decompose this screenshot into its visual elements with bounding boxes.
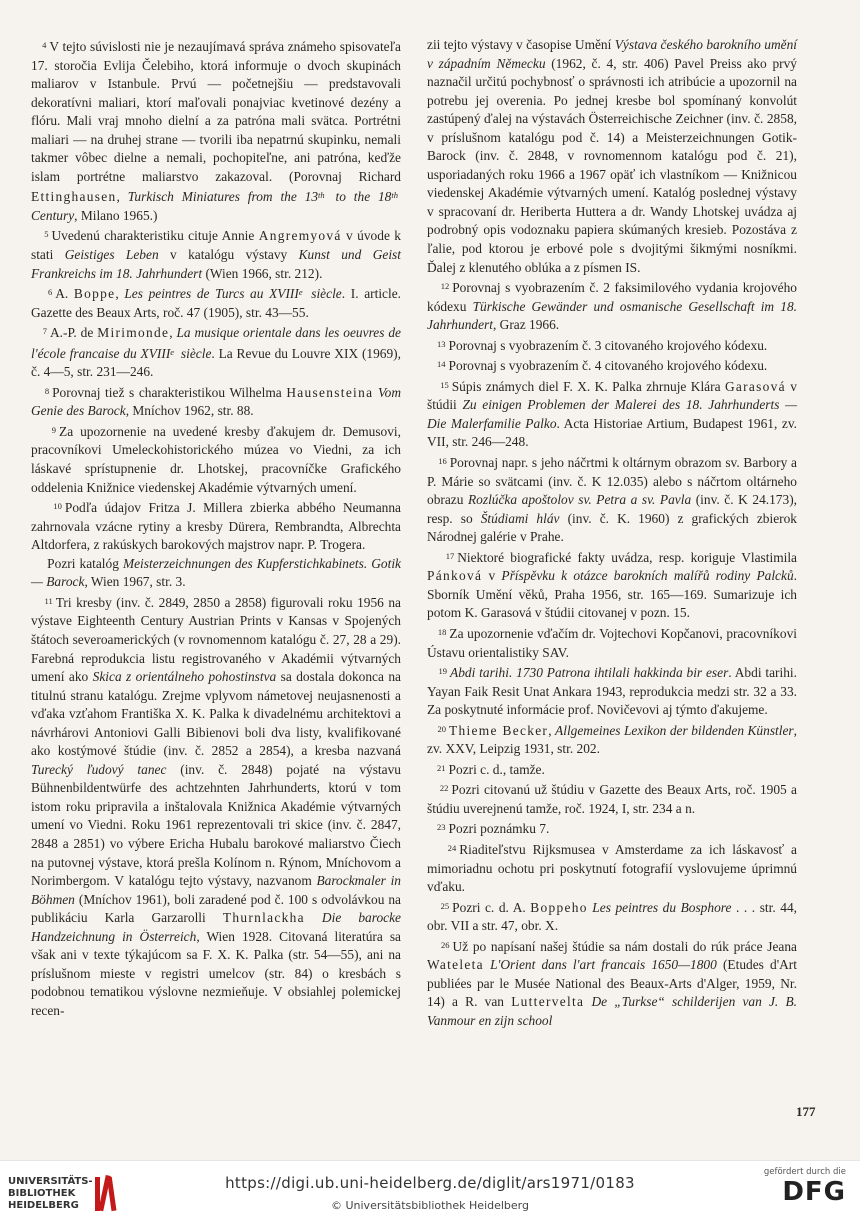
right-footnote-column — [427, 36, 797, 1030]
footnote-number: 20 — [437, 723, 446, 734]
footnote-number: 21 — [437, 762, 446, 773]
footnote: $^{19}$ Abdi tarihi. 1730 Patrona ihtilali hakkinda bir eser. Abdi tarihi. Yayan Faik Resit Unat Ankara 1943, reprodukcia medzi str. 32 a 33. Za poskytnuté informácie prof. Novičevovi aj týmto ďakujeme. — [427, 665, 797, 718]
viewer-footer — [0, 1160, 860, 1223]
footnote: $^{23}$ Pozri poznámku 7. — [437, 821, 550, 837]
permalink-url[interactable]: https://digi.ub.uni-heidelberg.de/diglit/ars1971/0183 — [225, 1174, 635, 1192]
footnote: $^8$ Porovnaj tiež s charakteristikou Wilhelma Hausensteina Vom Genie des Barock, Mníchov 1962, str. 88. — [31, 384, 402, 419]
footnote: $^4$ V tejto súvislosti nie je nezaujímavá správa známeho spisovateľa 17. storočia Evlija Čelebiho, ktorá informuje o dvoch skupinách maliarov v Istanbule. Prvú — početnejšiu — predstavovali dekoratívni maliari, ktorí maľovali ponajviac kvetinové dezény a flóru. Mali vraj mnoho dielní a za patróna mali svätca. Portrétni maliari — na druhej strane — tvorili iba nepatrnú skupinku, nemali takmer vôbec dielne a nemali, pochopiteľne, ani patróna, keďže islam portrétne maliarstvo zakazoval. (Porovnaj Richard Ettinghausen, Turkisch Miniatures from the 13th to the 18th Century, Milano 1965.) — [31, 39, 401, 223]
footnote: $^{18}$ Za upozornenie vďačím dr. Vojtechovi Kopčanovi, pracovníkovi Ústavu orientalistiky SAV. — [427, 625, 797, 660]
footnote: $^9$ Za upozornenie na uvedené kresby ďakujem dr. Demusovi, pracovníkovi Umeleckohistorického múzea vo Viedni, za ich láskavé sprístupnenie dr. Lhotskej, pracovníčke Grafického oddelenia Knižnice viedenskej Akadémie výtvarných umení. — [31, 423, 401, 495]
footnote: $^{21}$ Pozri c. d., tamže. — [437, 761, 545, 777]
footnote-number: 15 — [440, 379, 449, 390]
funder-caption: gefördert durch die — [763, 1167, 846, 1177]
footnote-number: 11 — [44, 595, 53, 606]
footnote: zii tejto výstavy v časopise Umění Výstava českého barokního umění v západním Německu (1962, č. 4, str. 406) Pavel Preiss ako prvý naznačil určitú pochybnosť o správnosti ich atribúcie a upozornil na potrebu jej overenia. Po jednej kresbe bol spomínaný konvolút zastúpený ďalej na výstavách Österreichische Zeichner (inv. č. 2858, v príslušnom katalógu pod č. 14) a Meisterzeichnungen Gotik-Barock (inv. č. 2848, v rovnomennom katalógu pod č. 21), usporiadaných roku 1966 a 1967 opäť ich vlastníkom — Knižnicou viedenskej Akadémie výtvarných umení. Katalóg poslednej výstavy v spracovaní dr. Heriberta Huttera a dr. Wandy Lhotskej uvádza aj podrobný opis vodoznaku papiera skúmaných kresieb. Pozostáva z ľalie, pod ktorou je erbové pole s dvojitými šikmými nosníkmi. Ďalej z klenutého oblúka a z písmen IS. — [427, 37, 797, 275]
footnote: $^5$ Uvedenú charakteristiku cituje Annie Angremyová v úvode k stati Geistiges Leben v katalógu výstavy Kunst und Geist Frankreichs im 18. Jahrhundert (Wien 1966, str. 212). — [31, 228, 401, 281]
footnote: $^{14}$ Porovnaj s vyobrazením č. 4 citovaného krojového kódexu. — [437, 358, 768, 374]
footnote-number: 5 — [44, 229, 49, 240]
footnote: $^{26}$ Už po napísaní našej štúdie sa nám dostali do rúk práce Jeana Wateleta L'Orient dans l'art francais 1650—1800 (Etudes d'Art publiées par le Musée National des Beaux-Arts d'Alger, 1959, Nr. 14) a R. van Luttervelta De „Turkse“ schilderijen van J. B. Vanmour en zijn school — [427, 938, 797, 1028]
footnote-number: 10 — [53, 501, 62, 512]
footnote-number: 24 — [447, 842, 457, 853]
footnote: $^{25}$ Pozri c. d. A. Boppeho Les peintres du Bosphore . . . str. 44, obr. VII a str. 47, obr. X. — [427, 899, 797, 934]
footnote: $^{16}$ Porovnaj napr. s jeho náčrtmi k oltárnym obrazom sv. Barbory a P. Márie so svätcami (inv. č. K 12.035) alebo s náčrtom oltárneho obrazu Rozlúčka apoštolov sv. Petra a sv. Pavla (inv. č. K 24.173), resp. so Štúdiami hláv (inv. č. K. 1960) z grafických zbierok Národnej galérie v Prahe. — [427, 455, 798, 545]
footnote: $^{13}$ Porovnaj s vyobrazením č. 3 citovaného krojového kódexu. — [437, 337, 768, 353]
footnote: $^{22}$ Pozri citovanú už štúdiu v Gazette des Beaux Arts, roč. 1905 a štúdiu uverejnenú tamže, roč. 1924, I, str. 234 a n. — [427, 782, 797, 816]
left-footnote-column — [31, 36, 401, 1020]
dfg-logo-text: DFG — [782, 1177, 846, 1207]
copyright-notice: © Universitätsbibliothek Heidelberg — [330, 1199, 529, 1212]
footnote-number: 26 — [441, 939, 450, 950]
footnote-number: 18 — [437, 626, 447, 637]
footnote: $^{11}$ Tri kresby (inv. č. 2849, 2850 a 2858) figurovali roku 1956 na výstave Eighteenth Century Austrian Prints v Kansas v Spojených štátoch severoamerických (v rovnomennom katalógu č. 27, 28 a 29). Farebná reprodukcia listu registrovaného v Akadémii výtvarných umení ako Skica z orientálneho pohostinstva sa dostala dokonca na titulnú stranu katalógu. Zrejme vplyvom námetovej neujasnenosti a vďaka vzťahom Františka X. K. Palka k divadelnému architektovi a návrhárovi Antoniovi Galli Bibienovi boli dva listy, kvalifikované ako kostýmové štúdie (inv. č. 2852 a 2854), a kresba nazvaná Turecký ľudový tanec (inv. č. 2848) pojaté na výstavu Bühnenbildentwürfe des achtzehnten Jahrhunderts, ktorú v tom istom roku pripravila a inštalovala Knižnica Akadémie výtvarných umení vo Viedni. Roku 1961 reprezentovali tri skice (inv. č. 2847, 2848 a 2851) vo výbere Ericha Hubalu barokové maliarstvo Čiech na putovnej výstave, ktorá prešla Kolínom n. Rýnom, Mníchovom a Norimbergom. V katalógu tejto výstavy, nazvanom Barockmaler in Böhmen (Mníchov 1961), boli zaradené pod č. 100 s odvolávkou na publikáciu Karla Garzarolli Thurnlackha Die barocke Handzeichnung in Österreich, Wien 1928. Citovaná literatúra sa však ani v texte týkajúcom sa F. X. K. Palka (str. 54—55), ani na príslušnom mieste v registri umelcov (str. 84) o kresbách s podobnou tematikou výslovne nezmieňuje. V obsiahlej polemickej recen- — [31, 594, 402, 1018]
dfg-logo[interactable] — [756, 1167, 846, 1207]
footnote: $^{17}$ Niektoré biografické fakty uvádza, resp. koriguje Vlastimila Pánková v Příspěvku k otázce barokních malířů rodiny Palcků. Sborník Umění věků, Praha 1956, str. 165—169. Sumarizuje ich potom K. Garasová v štúdii citovanej v pozn. 15. — [427, 549, 798, 621]
footnote-number: 22 — [439, 783, 449, 794]
footnote-number: 4 — [42, 40, 47, 50]
footnote-number: 17 — [445, 550, 455, 561]
footnote: $^6$ A. Boppe, Les peintres de Turcs au XVIIIe siècle. I. article. Gazette des Beaux Arts, roč. 47 (1905), str. 43—55. — [31, 286, 401, 320]
footnote-number: 6 — [47, 287, 53, 298]
footnote-number: 12 — [440, 281, 450, 292]
footnote: $^{12}$ Porovnaj s vyobrazením č. 2 faksimilového vydania krojového kódexu Türkische Gewänder und osmanische Gesellschaft im 18. Jahrhundert, Graz 1966. — [427, 280, 797, 333]
footnote-number: 23 — [437, 822, 446, 833]
footnote-number: 16 — [438, 456, 447, 467]
footnote: $^{10}$ Podľa údajov Fritza J. Millera zbierka abbého Neumanna zahrnovala vzácne rytiny a kresby Dürera, Rembrandta, Albrechta Altdorfera, z rakúskych barokových majstrov napr. P. Trogera. Pozri katalóg Meisterzeichnungen des Kupferstichkabinets. Gotik — Barock, Wien 1967, str. 3. — [31, 500, 401, 590]
footnote: $^{15}$ Súpis známych diel F. X. K. Palka zhrnuje Klára Garasová v štúdii Zu einigen Problemen der Malerei des 18. Jahrhunderts — Die Malerfamilie Palko. Acta Historiae Artium, Budapest 1961, zv. VII, str. 246—248. — [427, 378, 798, 450]
footnote-number: 14 — [437, 359, 446, 370]
footnote-number: 9 — [51, 424, 57, 435]
footnote-number: 13 — [437, 338, 446, 349]
footnote-number: 7 — [42, 326, 47, 337]
footnote: $^7$ A.-P. de Mirimonde, La musique orientale dans les oeuvres de l'école francaise du XVIIIe siècle. La Revue du Louvre XIX (1969), č. 4—5, str. 231—246. — [31, 325, 401, 380]
page-number: 177 — [796, 1104, 816, 1119]
footnote: $^{20}$ Thieme Becker, Allgemeines Lexikon der bildenden Künstler, zv. XXV, Leipzig 1931, str. 202. — [427, 722, 797, 757]
footnote-number: 25 — [440, 900, 450, 911]
footnote: $^{24}$ Riaditeľstvu Rijksmusea v Amsterdame za ich láskavosť a mimoriadnu ochotu pri poskytnutí fotografií vyslovujeme úprimnú vďaku. — [427, 841, 797, 895]
footnote-number: 19 — [438, 666, 448, 677]
ub-heidelberg-logo-text: UNIVERSITÄTS-BIBLIOTHEK HEIDELBERG — [8, 1176, 93, 1211]
footnote-number: 8 — [44, 385, 50, 396]
